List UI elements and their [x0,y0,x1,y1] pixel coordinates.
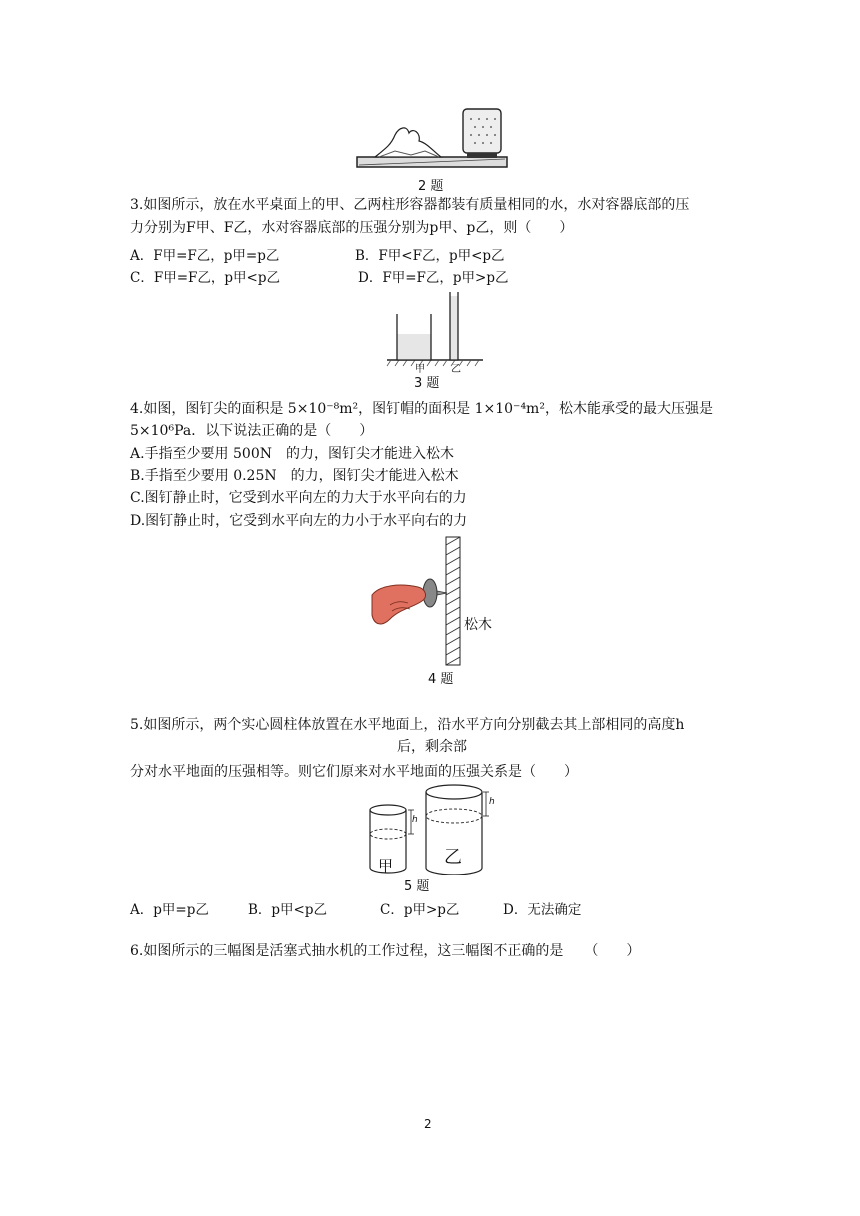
q3-stem-line1: 3.如图所示，放在水平桌面上的甲、乙两柱形容器都装有质量相同的水，水对容器底部的压 [130,197,690,213]
q3-option-d: D．F甲=F乙，p甲>p乙 [358,270,509,286]
q5-label-yi: 乙 [444,847,462,868]
q5-option-b: B．p甲<p乙 [248,902,328,918]
q3-option-a: A．F甲=F乙，p甲=p乙 [130,248,280,264]
q5-option-a: A．p甲=p乙 [130,902,209,918]
q4-option-a: A.手指至少要用 500N 的力，图钉尖才能进入松木 [130,446,454,462]
q4-option-c: C.图钉静止时，它受到水平向左的力大于水平向右的力 [130,490,467,506]
q5-option-d: D．无法确定 [503,902,582,918]
q5-stem-line3: 分对水平地面的压强相等。则它们原来对水平地面的压强关系是（ ） [130,764,578,780]
q5-label-h-right: h [489,797,495,807]
q4-stem-line2: 5×10⁶Pa．以下说法正确的是（ ） [130,423,374,439]
q3-label-yi: 乙 [451,364,461,375]
q5-option-c: C．p甲>p乙 [380,902,460,918]
q5-stem-line1: 5.如图所示，两个实心圆柱体放置在水平地面上，沿水平方向分别截去其上部相同的高度h [130,717,685,733]
q4-caption: 4 题 [428,672,454,687]
q5-label-h-left: h [412,815,418,825]
q6-stem: 6.如图所示的三幅图是活塞式抽水机的工作过程，这三幅图不正确的是 （ ） [130,943,641,959]
q3-label-jia: 甲 [415,364,425,375]
q3-stem-line2: 力分别为F甲、F乙，水对容器底部的压强分别为p甲、p乙，则（ ） [130,220,574,236]
q4-option-b: B.手指至少要用 0.25N 的力，图钉尖才能进入松木 [130,468,459,484]
q5-caption: 5 题 [404,879,430,894]
q3-option-b: B．F甲<F乙，p甲<p乙 [355,248,505,264]
figure-q3 [385,290,485,372]
q3-option-c: C．F甲=F乙，p甲<p乙 [130,270,280,286]
q3-caption: 3 题 [414,376,440,391]
q2-caption: 2 题 [418,179,444,194]
figure-q2 [355,105,515,175]
figure-q4 [370,535,500,675]
q5-stem-line2: 后，剩余部 [397,739,467,755]
q4-option-d: D.图钉静止时，它受到水平向左的力小于水平向右的力 [130,513,468,529]
q4-wood-label: 松木 [464,617,492,633]
q4-stem-line1: 4.如图，图钉尖的面积是 5×10⁻⁸m²，图钉帽的面积是 1×10⁻⁴m²，松木能承受的最大压强是 [130,401,713,417]
q5-label-jia: 甲 [378,857,394,875]
page-number: 2 [424,1117,432,1131]
